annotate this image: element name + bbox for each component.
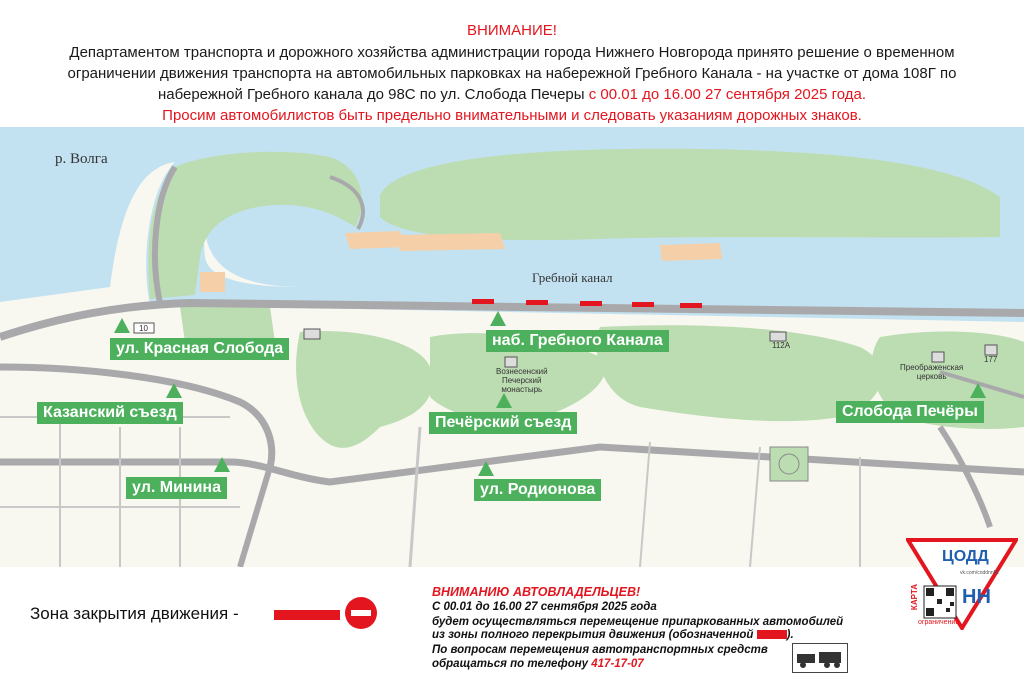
codd-logo-title: ЦОДД	[942, 548, 989, 565]
owners-notice-line-4: По вопросам перемещения автотранспортных средств	[432, 644, 768, 656]
label-pointer-krasnaya	[114, 318, 130, 333]
legend-closure-bar	[274, 610, 340, 620]
notice-line-1: Департаментом транспорта и дорожного хозяйства администрации города Нижнего Новгорода принято решение о временном	[69, 44, 955, 61]
label-pointer-minina	[214, 457, 230, 472]
owners-notice-line-3	[432, 629, 794, 641]
owners-notice-line-3b: ).	[786, 629, 794, 641]
label-pointer-sloboda	[970, 383, 986, 398]
phone-number: 417-17-07	[591, 658, 644, 670]
codd-logo-url: vk.com/coddnn52	[960, 570, 1000, 576]
house-number-10: 10	[139, 324, 148, 333]
church-label	[900, 363, 963, 381]
square-park	[770, 447, 808, 481]
codd-logo-side-text: КАРТА	[910, 584, 919, 611]
header	[0, 0, 1024, 126]
monastery-label-3: монастырь	[501, 385, 543, 394]
notice-line-3	[0, 86, 1024, 103]
notice-line-2: ограничении движения транспорта на автомобильных парковках на набережной Гребного Канала - на участке от дома 108Г по	[67, 65, 957, 82]
owners-notice-line-2: будет осуществляться перемещение припаркованных автомобилей	[432, 616, 844, 628]
notice-title: ВНИМАНИЕ!	[467, 22, 557, 39]
legend-text: Зона закрытия движения -	[30, 604, 239, 623]
notice-line-4: Просим автомобилистов быть предельно внимательными и следовать указаниям дорожных знаков.	[162, 107, 862, 124]
volga-label: р. Волга	[55, 151, 108, 167]
closure-dash	[680, 303, 702, 308]
building-112a	[770, 332, 786, 341]
inline-closure-bar	[757, 630, 787, 639]
monastery-label-2: Печерский	[502, 376, 542, 385]
beach-1	[345, 231, 405, 249]
notice-line-3-text: набережной Гребного канала до 98С по ул. Слобода Печеры	[157, 86, 589, 103]
kremlin-square	[180, 307, 275, 342]
building	[304, 329, 320, 339]
owners-notice-line-5a: обращаться по телефону	[432, 658, 592, 670]
street-kazansky-sezd: Казанский съезд	[37, 402, 183, 424]
codd-logo	[906, 538, 1018, 630]
street-sloboda-pechery: Слобода Печёры	[836, 401, 984, 423]
label-pointer-kazansky	[166, 383, 182, 398]
monastery-label	[496, 367, 548, 394]
street-naberezhnaya: наб. Гребного Канала	[486, 330, 669, 352]
house-number-177: 177	[984, 355, 998, 364]
map	[0, 127, 1024, 567]
owners-notice-line-5	[432, 658, 644, 670]
beach-3	[660, 243, 722, 261]
beach-2	[395, 233, 505, 251]
closure-dash	[632, 302, 654, 307]
label-pointer-pechersky	[496, 393, 512, 408]
no-entry-sign-icon	[345, 597, 377, 629]
canal-label: Гребной канал	[532, 270, 613, 285]
label-pointer-rodionova	[478, 461, 494, 476]
owners-notice-dates: С 00.01 до 16.00 27 сентября 2025 года	[432, 601, 657, 613]
codd-logo-nn: НН	[962, 586, 991, 608]
church-building	[932, 352, 944, 362]
owners-notice-title: ВНИМАНИЮ АВТОВЛАДЕЛЬЦЕВ!	[432, 585, 641, 599]
street-krasnaya-sloboda: ул. Красная Слобода	[110, 338, 289, 360]
church-label-1: Преображенская	[900, 363, 964, 372]
tow-truck-icon	[792, 643, 848, 673]
codd-logo-bottom-text: ограничений	[918, 619, 960, 626]
monastery-building	[505, 357, 517, 367]
church-label-2: церковь	[916, 372, 947, 381]
closure-dash	[526, 300, 548, 305]
street-rodionova: ул. Родионова	[474, 479, 601, 501]
monastery-label-1: Вознесенский	[496, 367, 548, 376]
beach-4	[200, 272, 225, 292]
notice-dates: с 00.01 до 16.00 27 сентября 2025 года.	[588, 86, 867, 103]
house-number-112a: 112А	[772, 341, 791, 350]
street-pechersky-sezd: Печёрский съезд	[429, 412, 577, 434]
label-pointer-naberezhnaya	[490, 311, 506, 326]
closure-dash	[580, 301, 602, 306]
street-minina: ул. Минина	[126, 477, 227, 499]
closure-dash	[472, 299, 494, 304]
owners-notice-line-3a: из зоны полного перекрытия движения (обозначенной	[432, 629, 754, 641]
building-177	[985, 345, 997, 355]
